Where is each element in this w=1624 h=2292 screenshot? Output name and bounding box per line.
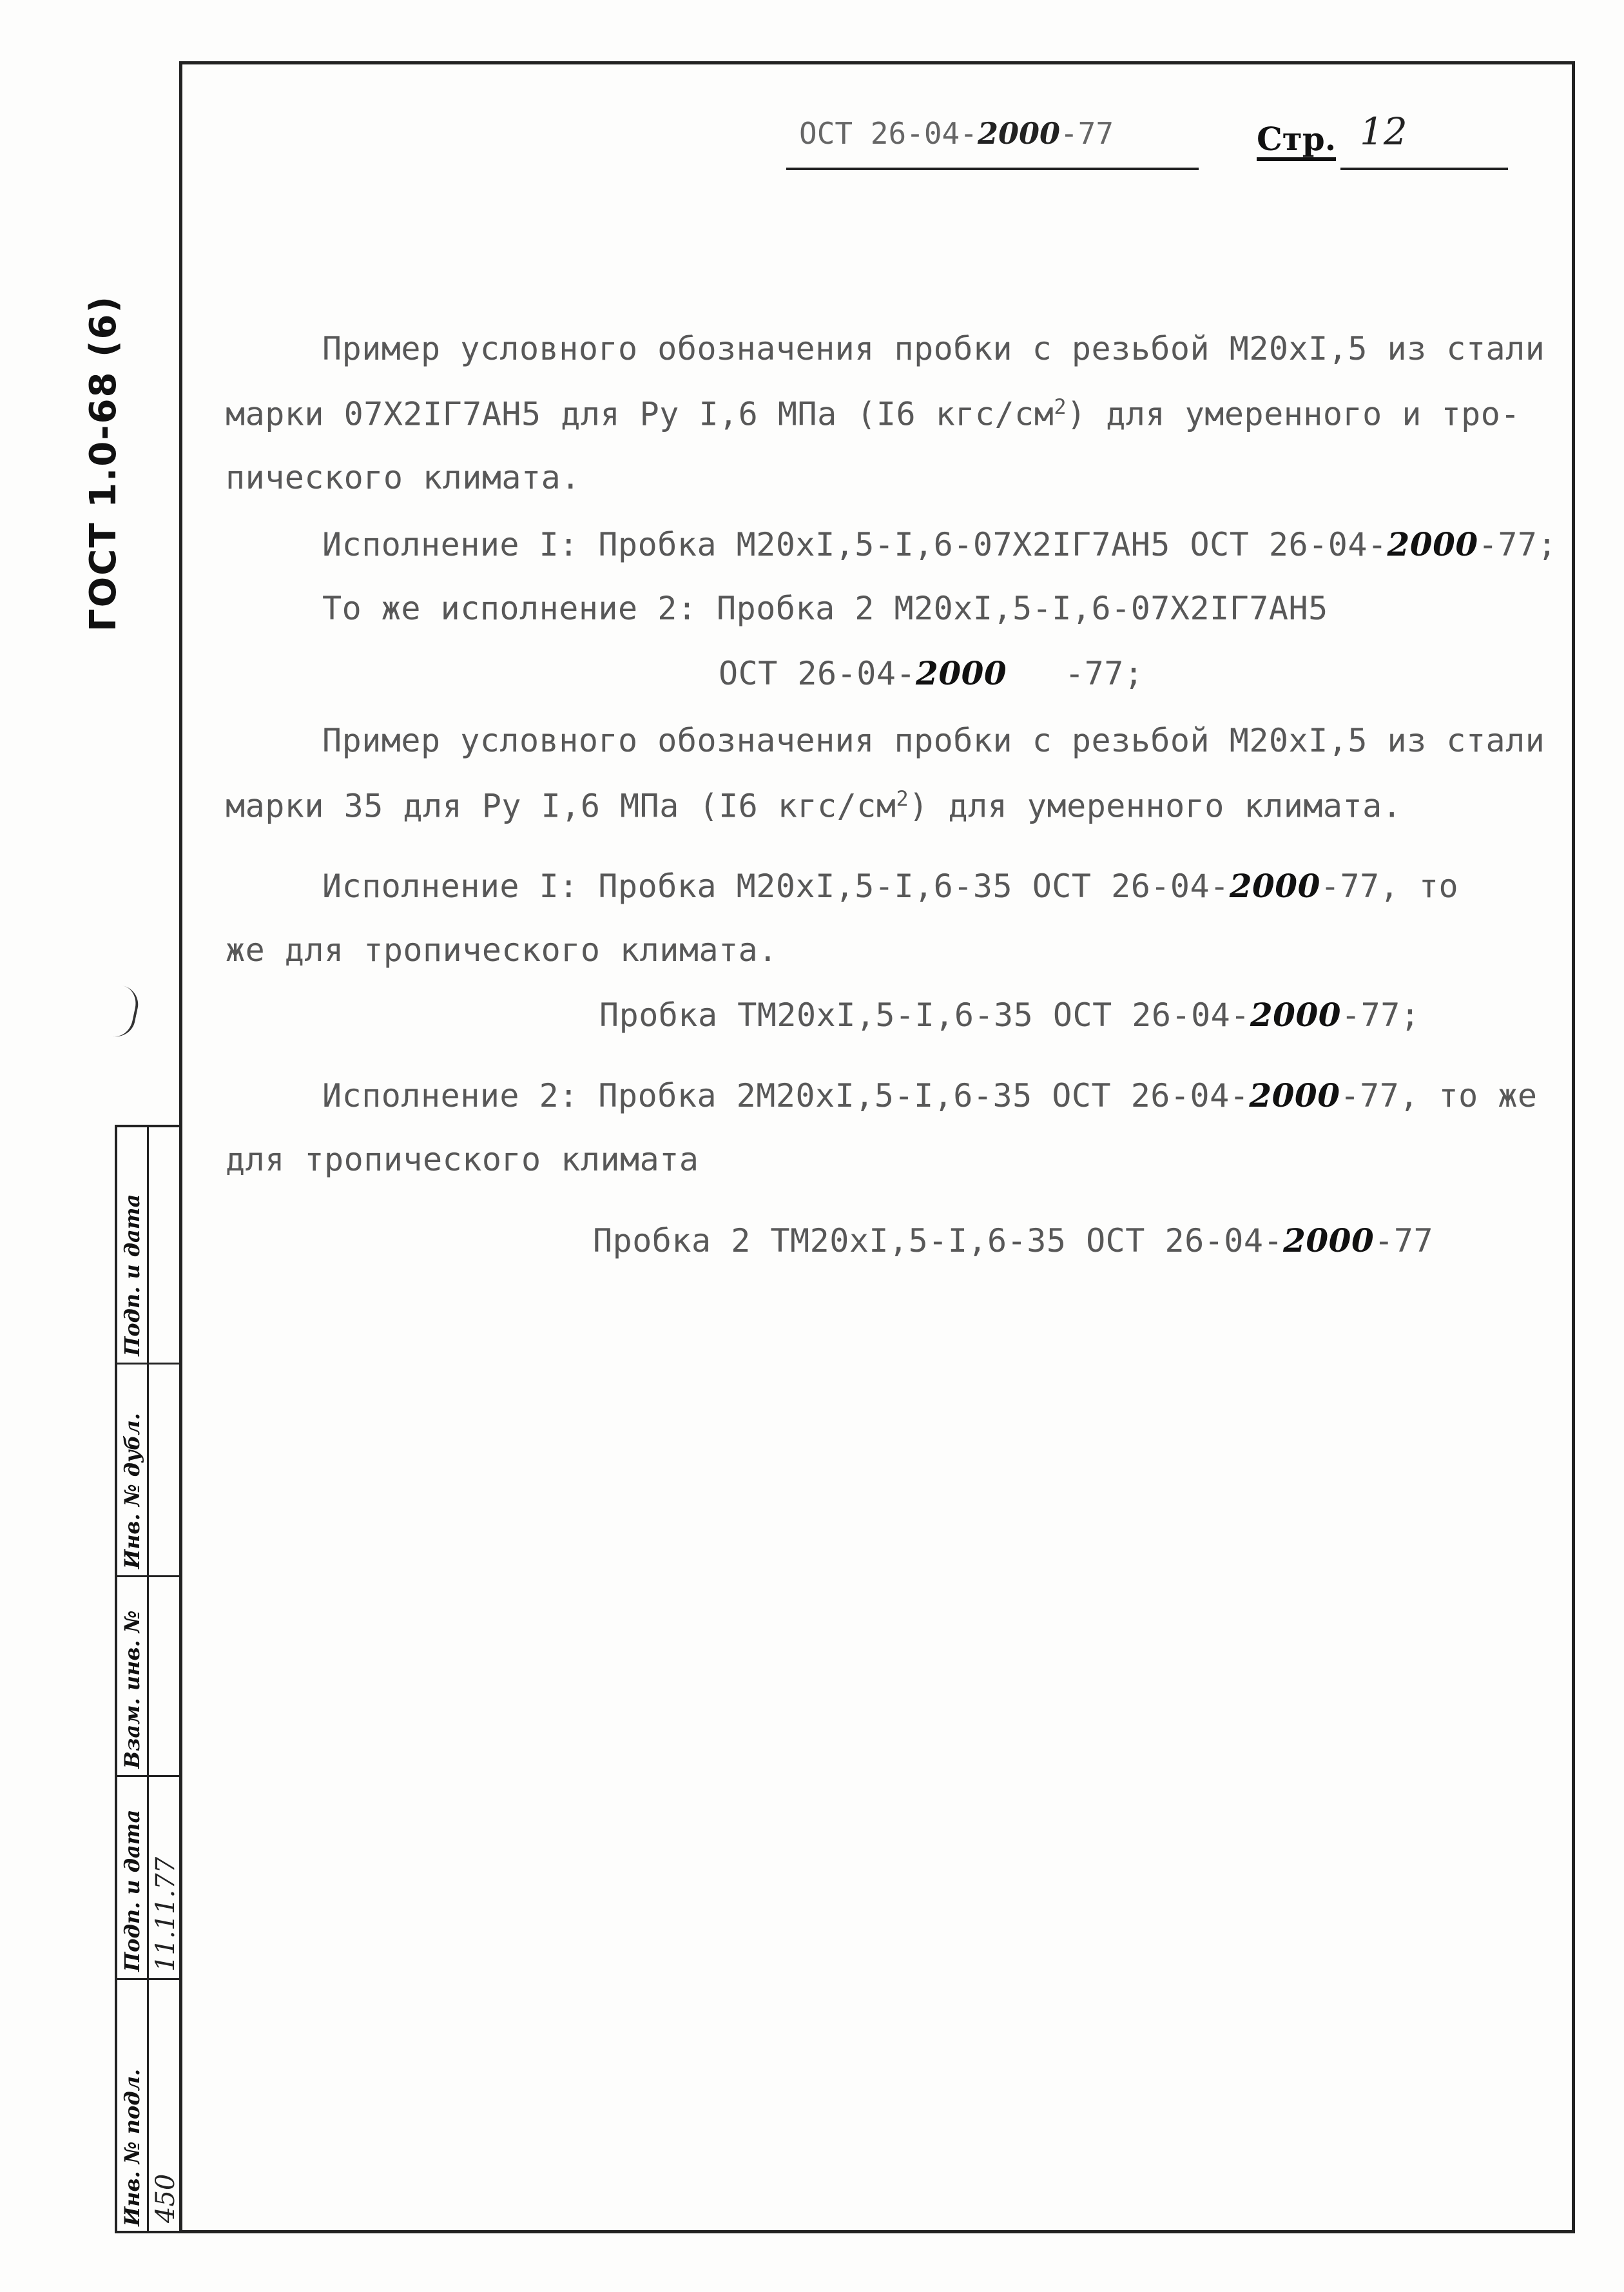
side-table-divider [147, 1127, 149, 2231]
header-doc-code [799, 116, 1114, 151]
side-stamp-table [115, 1125, 182, 2233]
side-table-row-line [117, 1775, 179, 1777]
body-line-1: Пример условного обозначения пробки с резьбой М20хI,5 из стали [322, 330, 1545, 367]
body-line-14: Пробка 2 ТМ20хI,5-I,6-35 ОСТ 26-04-2000-77 [593, 1221, 1434, 1259]
header-doc-number: 2000 [977, 116, 1060, 151]
body-line-8: марки 35 для Ру I,6 МПа (I6 кгс/$см^2$) для умеренного климата. [226, 786, 1402, 825]
body-line-10: же для тропического климата. [226, 931, 778, 969]
body-line-11: Пробка ТМ20хI,5-I,6-35 ОСТ 26-04-2000-77; [599, 996, 1420, 1034]
header-doc-prefix: ОСТ 26-04- [799, 116, 978, 151]
gost-margin-stamp: ГОСТ 1.0-68 (6) [82, 295, 124, 632]
side-label-replace-inv: Взам. инв. № [120, 1610, 144, 1769]
page-label: Стр. [1257, 121, 1336, 161]
header-underline [786, 168, 1199, 170]
header-doc-suffix: -77 [1059, 116, 1114, 151]
body-line-12: Исполнение 2: Пробка 2М20хI,5-I,6-35 ОСТ 26-04-2000-77, то же [322, 1076, 1538, 1114]
side-label-sign-date-2: Подп. и дата [120, 1194, 144, 1356]
page-number-underline [1340, 168, 1508, 170]
body-line-6: ОСТ 26-04-2000 -77; [719, 654, 1144, 692]
body-line-9: Исполнение I: Пробка М20хI,5-I,6-35 ОСТ 26-04-2000-77, то [322, 867, 1459, 905]
body-line-4: Исполнение I: Пробка М20хI,5-I,6-07Х2IГ7АН5 ОСТ 26-04-2000-77; [322, 525, 1558, 563]
side-table-row-line [117, 1978, 179, 1980]
body-line-13: для тропического климата [226, 1141, 699, 1178]
side-label-dubl-no: Инв. № дубл. [120, 1413, 144, 1569]
side-label-sign-date: Подп. и дата [120, 1809, 144, 1972]
side-table-row-line [117, 1363, 179, 1365]
side-table-row-line [117, 1575, 179, 1577]
page-header [786, 110, 1495, 174]
side-label-inv-no: Инв. № подл. [120, 2068, 144, 2226]
body-line-5: То же исполнение 2: Пробка 2 М20хI,5-I,6-07Х2IГ7АН5 [322, 590, 1328, 627]
body-line-7: Пример условного обозначения пробки с резьбой М20хI,5 из стали [322, 722, 1545, 759]
side-value-inv-no: 450 [151, 2173, 180, 2223]
side-value-sign-date: 11.11.77 [151, 1856, 180, 1972]
page-number: 12 [1360, 110, 1407, 153]
body-line-2: марки 07Х2IГ7АН5 для Ру I,6 МПа (I6 кгс/$см^2$) для умеренного и тро- [226, 394, 1520, 433]
handwritten-mark [103, 984, 142, 1040]
body-line-3: пического климата. [226, 459, 581, 496]
